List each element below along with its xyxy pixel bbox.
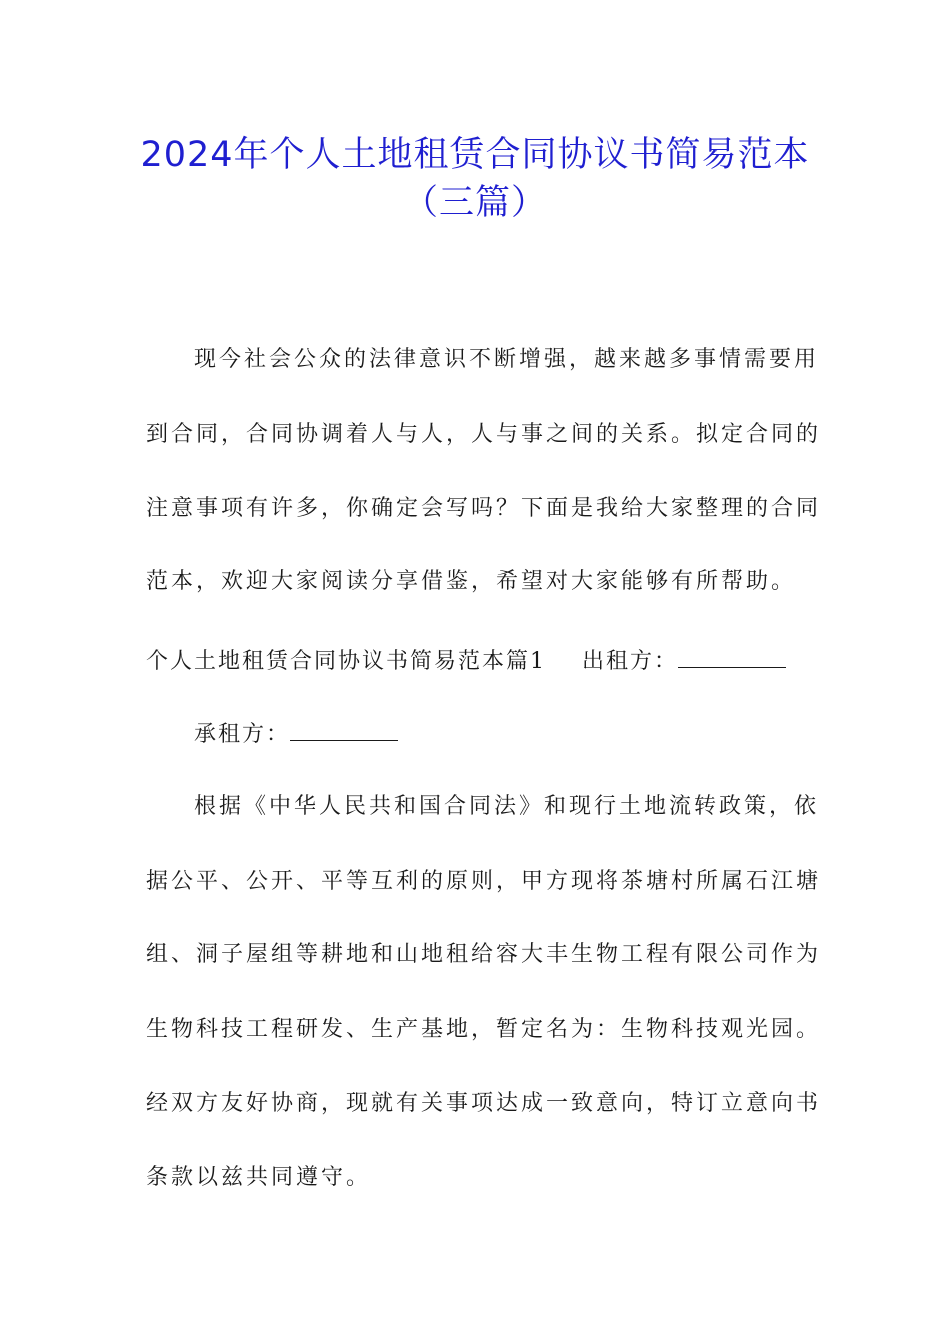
lessee-label: 承租方： (194, 722, 291, 747)
lessor-blank (678, 645, 786, 668)
body-line-6: 条款以兹共同遵守。 (146, 1165, 372, 1190)
intro-line-2: 到合同，合同协调着人与人，人与事之间的关系。拟定合同的 (146, 422, 822, 447)
intro-line-1: 现今社会公众的法律意识不断增强，越来越多事情需要用 (194, 347, 820, 372)
intro-line-3: 注意事项有许多，你确定会写吗？下面是我给大家整理的合同 (146, 496, 822, 521)
document-title: 2024年个人土地租赁合同协议书简易范本 (140, 135, 810, 175)
body-line-3: 组、洞子屋组等耕地和山地租给容大丰生物工程有限公司作为 (146, 942, 822, 967)
body-line-4: 生物科技工程研发、生产基地，暂定名为：生物科技观光园。 (146, 1017, 822, 1042)
lessee-row (194, 718, 864, 750)
body-line-2: 据公平、公开、平等互利的原则，甲方现将茶塘村所属石江塘 (146, 869, 822, 894)
section-heading-row (146, 645, 816, 677)
section-heading: 个人土地租赁合同协议书简易范本篇1 (146, 649, 546, 674)
body-line-1: 根据《中华人民共和国合同法》和现行土地流转政策，依 (194, 794, 820, 819)
body-line-5: 经双方友好协商，现就有关事项达成一致意向，特订立意向书 (146, 1091, 822, 1116)
lessor-label: 出租方： (582, 649, 679, 674)
intro-line-4: 范本，欢迎大家阅读分享借鉴，希望对大家能够有所帮助。 (146, 569, 797, 594)
document-title-suffix: （三篇） (402, 183, 547, 223)
lessee-blank (290, 718, 398, 741)
